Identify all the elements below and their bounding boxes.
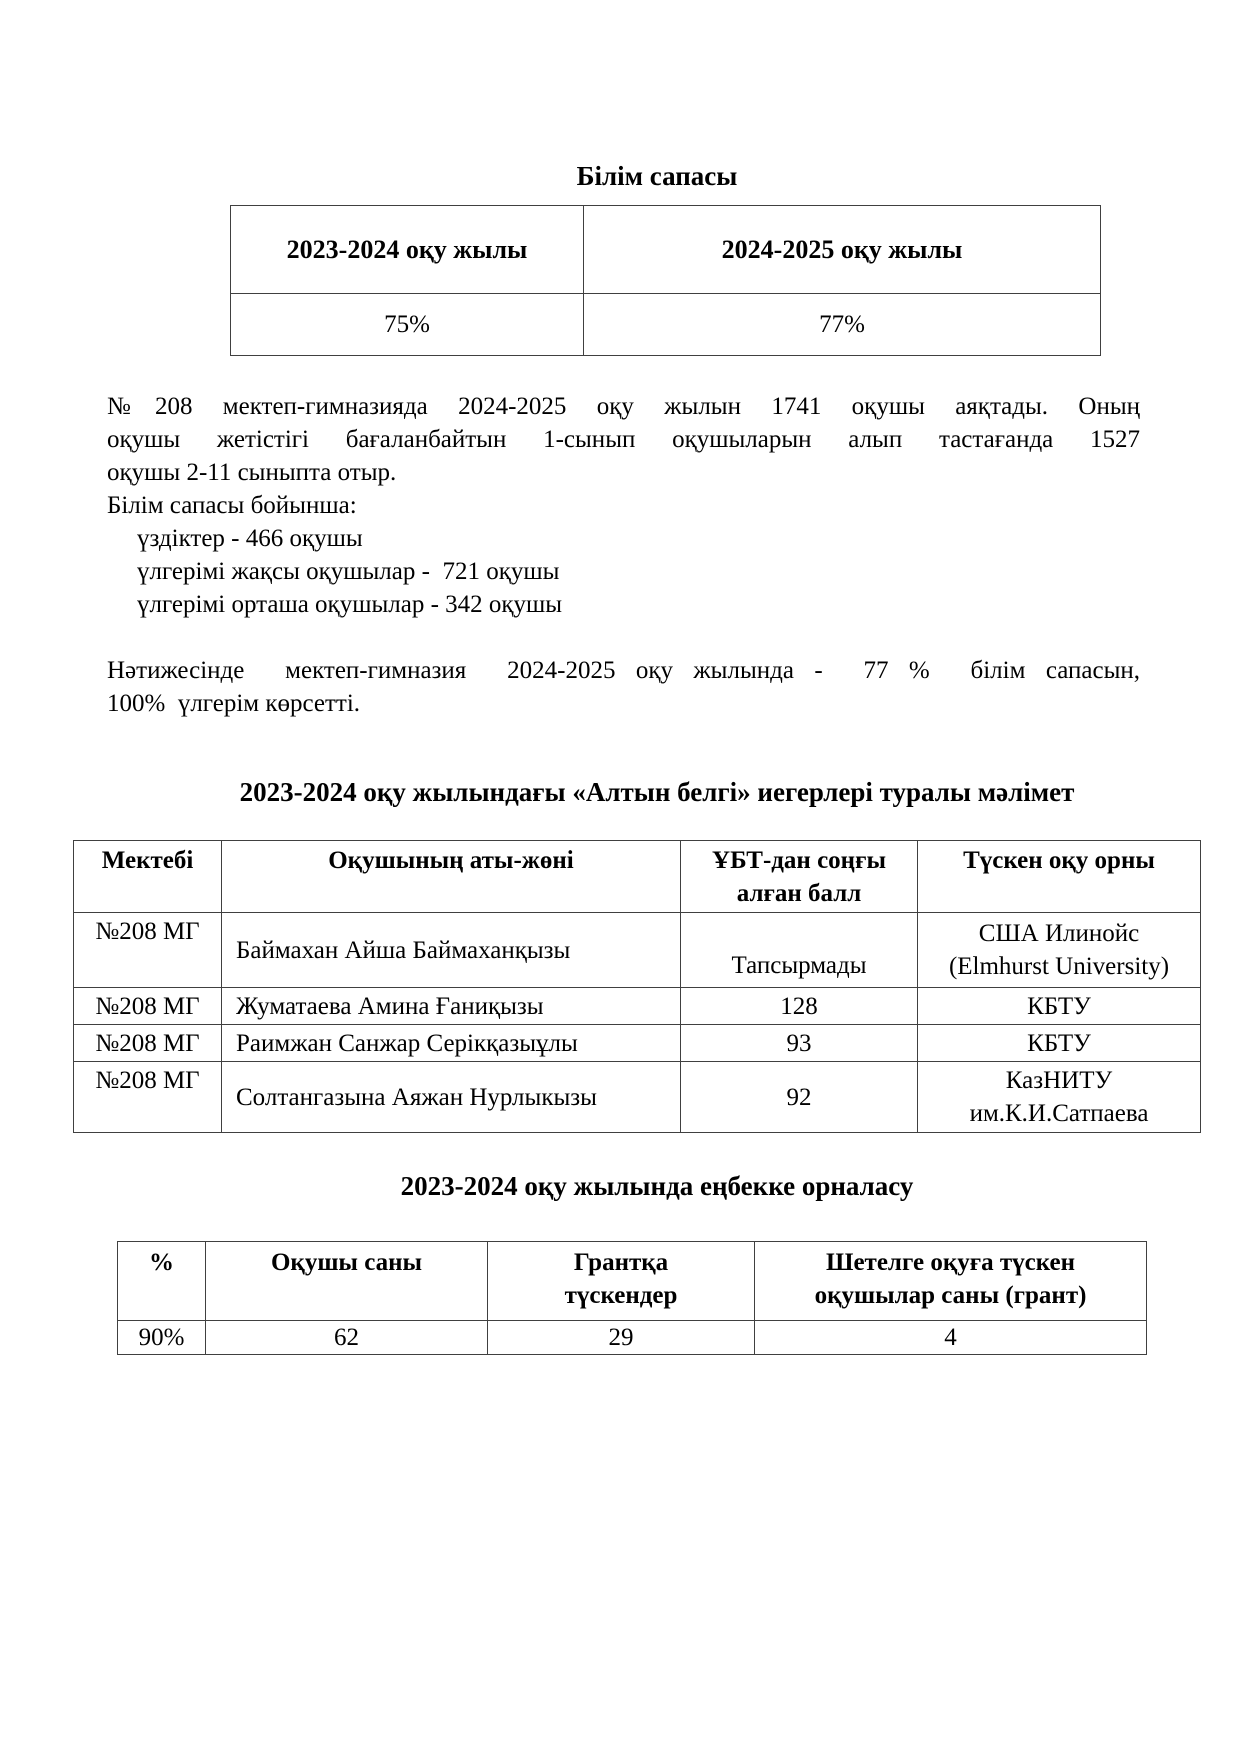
university-cell [918, 913, 1201, 988]
student-name-cell: Баймахан Айша Баймаханқызы [222, 913, 681, 988]
university-cell-text: КазНИТУ им.К.И.Сатпаева [969, 1067, 1149, 1127]
paragraph-line: оқушы 2-11 сыныпта отыр. [107, 459, 397, 486]
school-cell: №208 МГ [74, 1025, 222, 1062]
student-count-value: 62 [206, 1321, 488, 1355]
quality-header-2023-2024: 2023-2024 оқу жылы [231, 206, 584, 294]
altyn-belgi-heading: 2023-2024 оқу жылындағы «Алтын белгі» иегерлері туралы мәлімет [239, 777, 1075, 807]
table-row [74, 1062, 1201, 1133]
university-cell [918, 1062, 1201, 1133]
header-ubt-score [681, 841, 918, 913]
school-cell: №208 МГ [74, 988, 222, 1025]
quality-table-header-row [231, 206, 1101, 294]
score-cell: 128 [681, 988, 918, 1025]
paragraph-line: үлгерімі орташа оқушылар - 342 оқушы [137, 591, 563, 618]
paragraph-line: оқушы жетістігі бағаланбайтын 1-сынып оқушыларын алып тастағанда 1527 [107, 426, 1140, 453]
employment-heading: 2023-2024 оқу жылында еңбекке орналасу [400, 1171, 914, 1201]
paragraph-line: үлгерімі жақсы оқушылар - 721 оқушы [137, 558, 560, 585]
abroad-grant-value: 4 [755, 1321, 1147, 1355]
table-row [74, 913, 1201, 988]
quality-header-2024-2025: 2024-2025 оқу жылы [584, 206, 1101, 294]
student-name-cell: Раимжан Санжар Серікқазыұлы [222, 1025, 681, 1062]
student-name-cell: Жуматаева Амина Ғаниқызы [222, 988, 681, 1025]
altyn-belgi-header-row [74, 841, 1201, 913]
score-cell: 92 [681, 1062, 918, 1133]
header-school: Мектебі [74, 841, 222, 913]
header-university: Түскен оқу орны [918, 841, 1201, 913]
header-percent: % [118, 1242, 206, 1321]
quality-table [230, 205, 1101, 356]
header-grant-admitted [488, 1242, 755, 1321]
altyn-belgi-table [73, 840, 1201, 1133]
table-row [74, 1025, 1201, 1062]
university-cell: КБТУ [918, 1025, 1201, 1062]
quality-value-2023-2024: 75% [231, 294, 584, 356]
paragraph-line: 100% үлгерім көрсетті. [107, 690, 361, 717]
grant-admitted-value: 29 [488, 1321, 755, 1355]
percent-value: 90% [118, 1321, 206, 1355]
paragraph-line: Білім сапасы бойынша: [107, 492, 357, 519]
paragraph-line: Нәтижесінде мектеп-гимназия 2024-2025 оқу жылында - 77 % білім сапасын, [107, 657, 1140, 684]
table-row [74, 988, 1201, 1025]
score-cell: Тапсырмады [681, 913, 918, 988]
quality-section-title: Білім сапасы [576, 161, 738, 191]
header-ubt-score-text: ҰБТ-дан соңғы алған балл [712, 847, 886, 907]
quality-table-value-row [231, 294, 1101, 356]
employment-header-row [118, 1242, 1147, 1321]
body-paragraph [107, 390, 1140, 720]
header-student-name: Оқушының аты-жөні [222, 841, 681, 913]
school-cell: №208 МГ [74, 1062, 222, 1133]
university-cell-text: США Илинойс (Elmhurst University) [948, 920, 1170, 980]
header-grant-admitted-text: Грантқа түскендер [564, 1249, 678, 1309]
paragraph-line: үздіктер - 466 оқушы [137, 525, 363, 552]
university-cell: КБТУ [918, 988, 1201, 1025]
score-cell: 93 [681, 1025, 918, 1062]
employment-table [117, 1241, 1147, 1355]
student-name-cell: Солтангазына Аяжан Нурлыкызы [222, 1062, 681, 1133]
quality-value-2024-2025: 77% [584, 294, 1101, 356]
paragraph-line: №208 мектеп-гимназияда 2024-2025 оқу жылын 1741 оқушы аяқтады. Оның [107, 393, 1140, 420]
header-abroad-grant-text: Шетелге оқуға түскен оқушылар саны (грант) [814, 1249, 1087, 1309]
school-cell: №208 МГ [74, 913, 222, 988]
header-abroad-grant [755, 1242, 1147, 1321]
header-student-count: Оқушы саны [206, 1242, 488, 1321]
employment-value-row [118, 1321, 1147, 1355]
